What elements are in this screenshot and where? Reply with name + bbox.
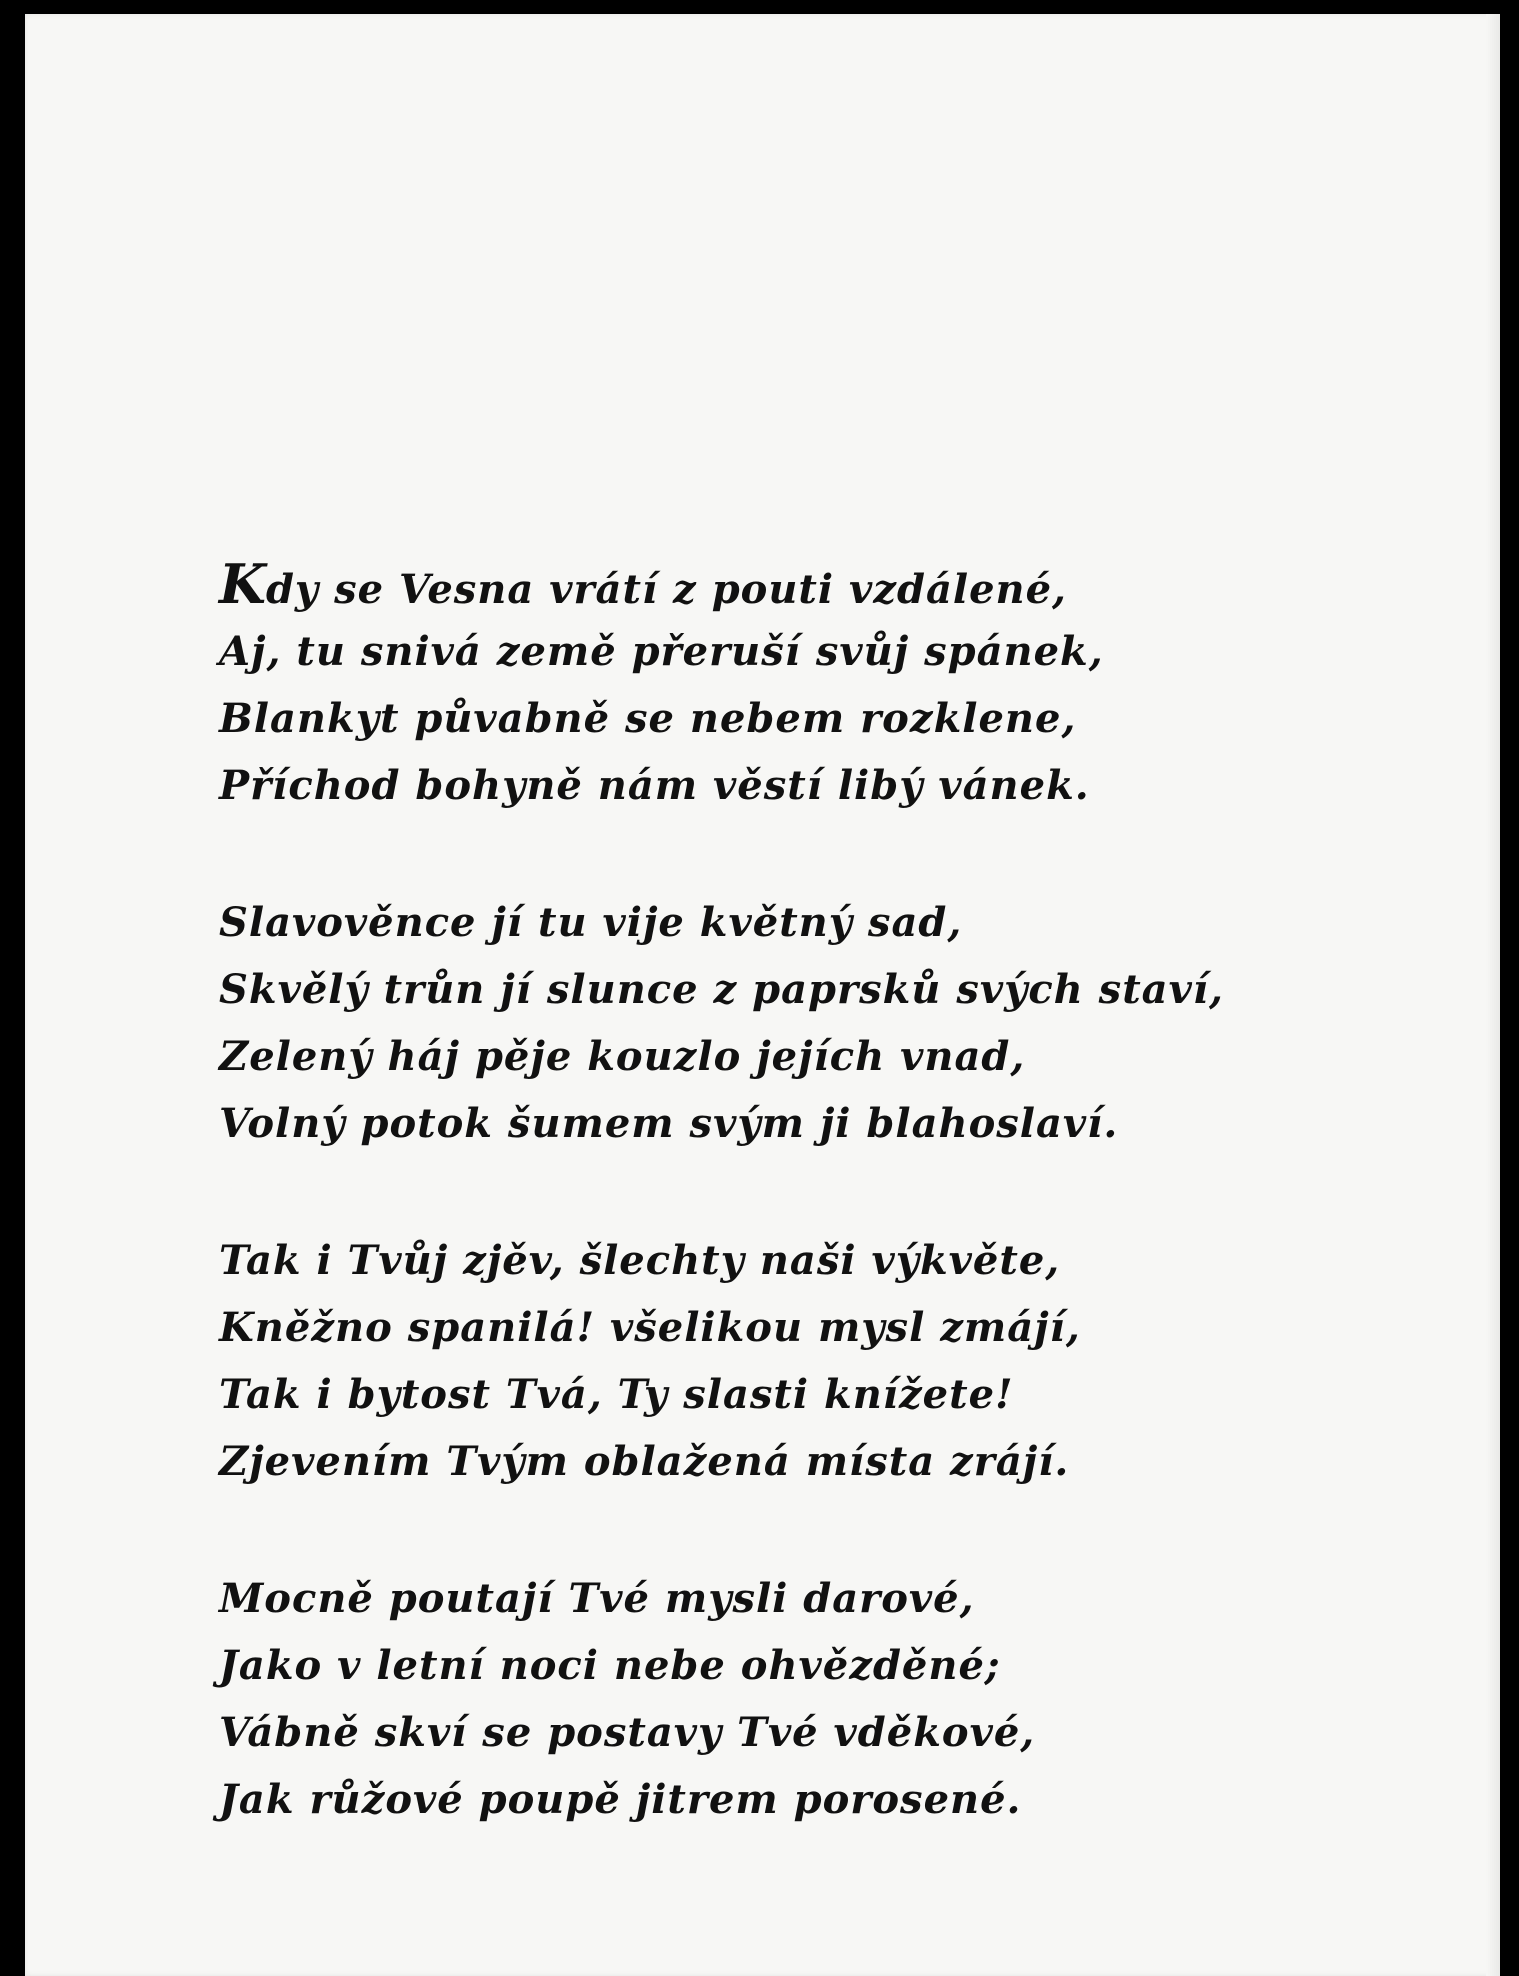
poem-line: Mocně poutají Tvé mysli darové, xyxy=(219,1575,975,1622)
book-page xyxy=(25,14,1500,1976)
poem-line xyxy=(219,551,1369,618)
stanza-2 xyxy=(219,889,1369,1157)
poem-line: Volný potok šumem svým ji blahoslaví. xyxy=(219,1100,1119,1147)
poem-line: Jako v letní noci nebe ohvězděné; xyxy=(219,1642,1001,1689)
poem-line: Aj, tu snivá země přeruší svůj spánek, xyxy=(219,628,1104,675)
poem-line: Příchod bohyně nám věstí libý vánek. xyxy=(219,762,1090,809)
stanza-3 xyxy=(219,1227,1369,1495)
poem xyxy=(219,551,1369,1903)
poem-line: Slavověnce jí tu vije květný sad, xyxy=(219,899,963,946)
poem-line-text: dy se Vesna vrátí z pouti vzdálené, xyxy=(265,566,1067,613)
poem-line: Kněžno spanilá! všelikou mysl zmájí, xyxy=(219,1304,1081,1351)
poem-line: Tak i Tvůj zjěv, šlechty naši výkvěte, xyxy=(219,1237,1061,1284)
poem-line: Tak i bytost Tvá, Ty slasti knížete! xyxy=(219,1371,1014,1418)
stanza-1 xyxy=(219,551,1369,819)
poem-line: Skvělý trůn jí slunce z paprsků svých staví, xyxy=(219,966,1224,1013)
poem-line: Blankyt půvabně se nebem rozklene, xyxy=(219,695,1077,742)
poem-line: Jak růžové poupě jitrem porosené. xyxy=(219,1776,1022,1823)
drop-cap: K xyxy=(219,552,266,616)
poem-line: Vábně skví se postavy Tvé vděkové, xyxy=(219,1709,1036,1756)
poem-line: Zelený háj pěje kouzlo jejích vnad, xyxy=(219,1033,1026,1080)
stanza-4 xyxy=(219,1565,1369,1833)
poem-line: Zjevením Tvým oblažená místa zrájí. xyxy=(219,1438,1070,1485)
